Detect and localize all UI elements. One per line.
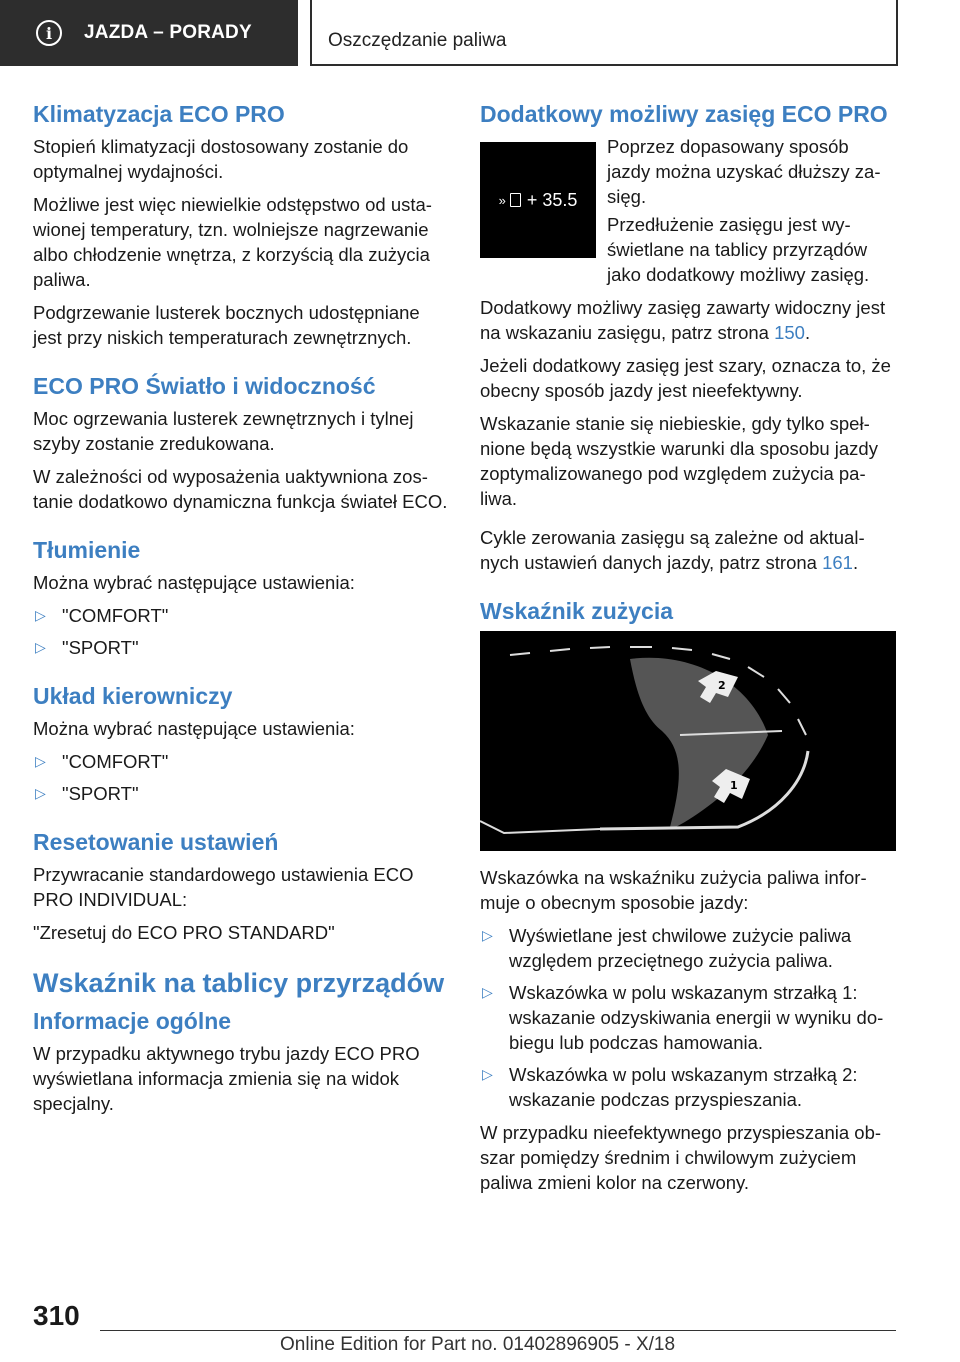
paragraph: W zależności od wyposażenia uaktywniona zostanie dodatkowo dynamiczna funkcja świateł ECO.	[33, 466, 448, 512]
paragraph: Można wybrać następujące ustawienia:	[33, 718, 355, 739]
indicator-list	[480, 923, 896, 1112]
paragraph: Poprzez dopasowany sposób jazdy można uzyskać dłuższy zasięg.	[607, 136, 881, 207]
arrow-1-label: 1	[730, 779, 738, 792]
consumption-gauge-image	[480, 631, 896, 851]
paragraph: Można wybrać następujące ustawienia:	[33, 572, 355, 593]
bullet-triangle-icon: ▷	[35, 753, 46, 769]
bullet-triangle-icon: ▷	[35, 639, 46, 655]
paragraph: Cykle zerowania zasięgu są zależne od aktualnych ustawień danych jazdy, patrz strona 161.	[480, 527, 865, 573]
eco-range-block	[480, 134, 896, 262]
heading-wskaznik-tablica: Wskaźnik na tablicy przyrządów	[33, 968, 445, 998]
paragraph: Wskazówka na wskaźniku zużycia paliwa informuje o obecnym sposobie jazdy:	[480, 867, 867, 913]
right-column	[480, 100, 896, 1203]
paragraph: Przedłużenie zasięgu jest wyświetlane na tablicy przyrządów jako dodatkowy możliwy zasięg.	[607, 214, 870, 285]
heading-tlumienie: Tłumienie	[33, 537, 141, 563]
bullet-triangle-icon: ▷	[35, 785, 46, 801]
chevron-right-icon: »	[498, 192, 506, 208]
footer-divider	[100, 1330, 896, 1331]
edition-note: Online Edition for Part no. 01402896905 - X/18	[280, 1334, 676, 1355]
list-item: ▷ "SPORT"	[35, 783, 139, 804]
list-item: ▷ Wskazówka w polu wskazanym strzałką 1: wskazanie odzyskiwania energii w wyniku dobiegu lub podczas hamowania.	[482, 982, 884, 1053]
bullet-triangle-icon: ▷	[482, 1066, 493, 1082]
chapter-title: Oszczędzanie paliwa	[328, 30, 507, 51]
eco-range-display	[480, 142, 596, 258]
section-label: JAZDA – PORADY	[84, 22, 252, 43]
page-header	[0, 0, 960, 66]
heading-swiatlo: ECO PRO Światło i widoczność	[33, 373, 376, 399]
list-item: ▷ "COMFORT"	[35, 605, 169, 626]
range-value: + 35.5	[526, 189, 578, 210]
info-icon: i	[36, 20, 62, 46]
paragraph: Moc ogrzewania lusterek zewnętrznych i tylnej szyby zostanie zredukowana.	[33, 408, 414, 454]
paragraph: Podgrzewanie lusterek bocznych udostępniane jest przy niskich temperaturach zewnętrznych.	[33, 302, 420, 348]
heading-wskaznik-zuzycia: Wskaźnik zużycia	[480, 598, 674, 624]
list-item: ▷ "COMFORT"	[35, 751, 169, 772]
bullet-triangle-icon: ▷	[482, 927, 493, 943]
paragraph: Stopień klimatyzacji dostosowany zostanie do optymalnej wydajności.	[33, 136, 409, 182]
heading-klimatyzacja: Klimatyzacja ECO PRO	[33, 101, 285, 127]
paragraph: Wskazanie stanie się niebieskie, gdy tylko spełnione będą wszystkie warunki dla sposobu jazdy zoptymalizowanego pod względem zużycia paliwa.	[480, 413, 878, 509]
fuel-pump-icon	[510, 193, 521, 207]
bullet-triangle-icon: ▷	[482, 984, 493, 1000]
page-link-150[interactable]: 150	[774, 322, 805, 343]
paragraph: W przypadku aktywnego trybu jazdy ECO PRO wyświetlana informacja zmienia się na widok specjalny.	[33, 1043, 420, 1114]
list-item: ▷ Wyświetlane jest chwilowe zużycie paliwa względem przeciętnego zużycia paliwa.	[482, 925, 852, 971]
paragraph: Jeżeli dodatkowy zasięg jest szary, oznacza to, że obecny sposób jazdy jest nieefektywny.	[480, 355, 891, 401]
heading-resetowanie: Resetowanie ustawień	[33, 829, 279, 855]
chapter-tab	[310, 0, 898, 66]
settings-list	[33, 749, 451, 806]
paragraph: Przywracanie standardowego ustawienia ECO PRO INDIVIDUAL:	[33, 864, 414, 910]
heading-informacje-ogolne: Informacje ogólne	[33, 1008, 232, 1034]
paragraph: W przypadku nieefektywnego przyspieszania obszar pomiędzy średnim i chwilowym zużyciem paliwa zmieni kolor na czerwony.	[480, 1122, 882, 1193]
list-item: ▷ Wskazówka w polu wskazanym strzałką 2: wskazanie podczas przyspieszania.	[482, 1064, 858, 1110]
page-number: 310	[33, 1300, 80, 1331]
paragraph: Dodatkowy możliwy zasięg zawarty widoczny jest na wskazaniu zasięgu, patrz strona 150.	[480, 297, 886, 343]
page-link-161[interactable]: 161	[822, 552, 853, 573]
heading-dodatkowy-zasieg: Dodatkowy możliwy zasięg ECO PRO	[480, 101, 888, 127]
heading-uklad-kierowniczy: Układ kierowniczy	[33, 683, 233, 709]
bullet-triangle-icon: ▷	[35, 607, 46, 623]
left-column	[33, 100, 451, 1124]
settings-list	[33, 603, 451, 660]
paragraph: Możliwe jest więc niewielkie odstępstwo od ustawionej temperatury, tzn. wolniejsze nagrzewanie albo chłodzenie wnętrza, z korzyścią dla zużycia paliwa.	[33, 194, 432, 290]
arrow-2-label: 2	[718, 679, 726, 692]
section-tab	[0, 0, 298, 66]
list-item: ▷ "SPORT"	[35, 637, 139, 658]
paragraph: "Zresetuj do ECO PRO STANDARD"	[33, 922, 335, 943]
